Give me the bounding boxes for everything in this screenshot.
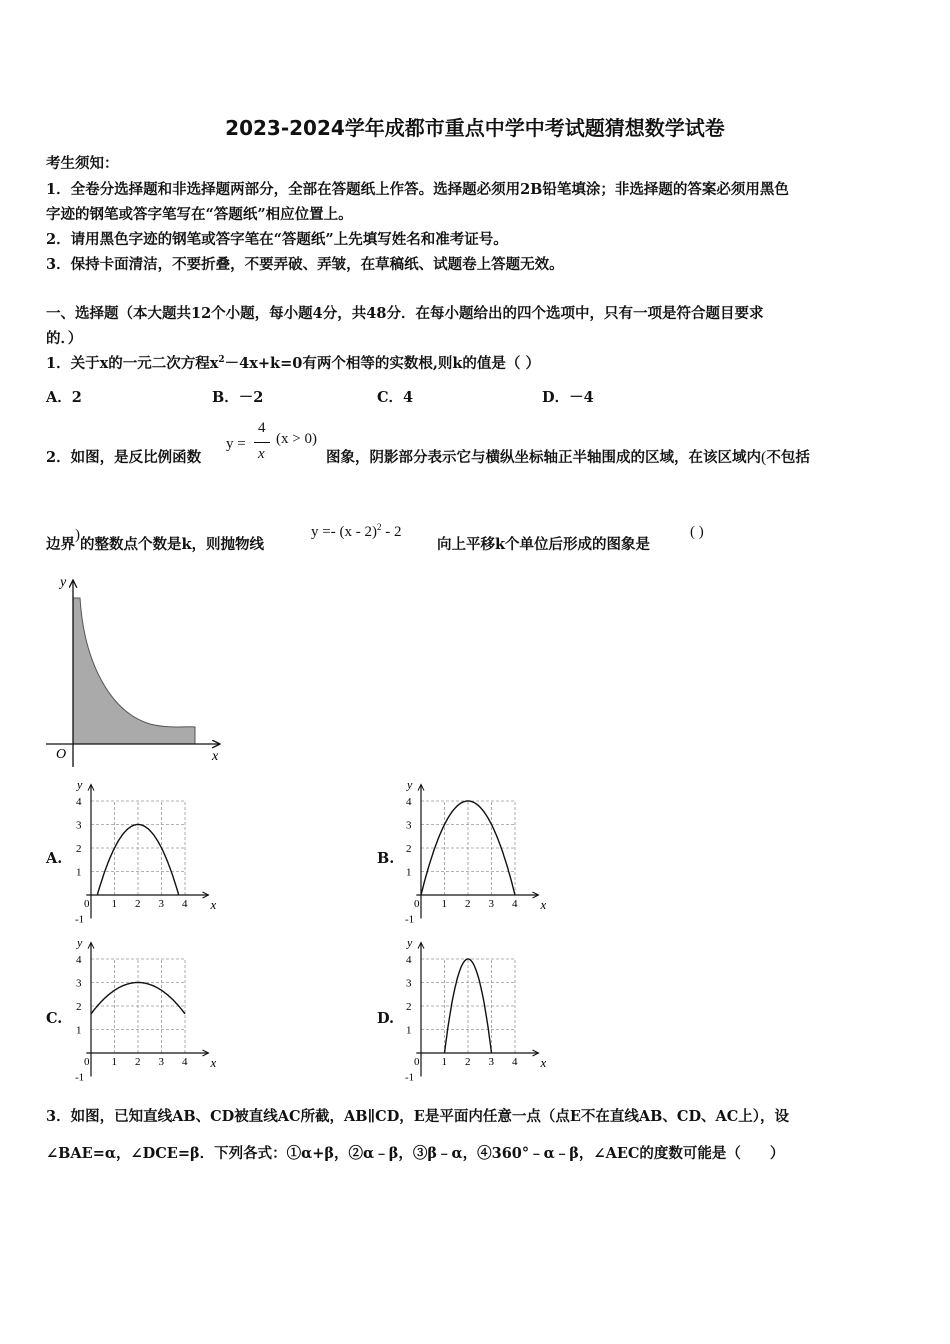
origin-label: 0 [414,1056,420,1068]
x-axis-label: x [540,1055,546,1070]
x-tick-label: 4 [182,898,188,910]
y-tick-label: 3 [76,819,82,832]
x-tick-label: 1 [441,898,447,910]
question-2-prefix: 2．如图，是反比例函数 [46,449,202,466]
x-tick-label: 3 [158,1056,164,1068]
x-tick-label: 2 [135,1056,141,1068]
neg-tick-label: -1 [75,913,85,926]
x-axis-label: x [212,749,219,764]
question-2-text-1: 图象，阴影部分表示它与横纵坐标轴正半轴围成的区域，在该区域内(不包括 [326,449,810,466]
x-axis-label: x [540,897,546,912]
y-tick-label: 1 [76,1024,82,1037]
section-heading-line-1: 一、选择题（本大题共12个小题，每小题4分，共48分．在每小题给出的四个选项中，只有一项是符合题目要求 [46,305,764,322]
origin-label: 0 [84,1056,90,1068]
y-tick-label: 1 [406,866,412,879]
neg-tick-label: -1 [405,913,415,926]
question-1-equation: $x^2-4x+k=0$ [209,355,303,372]
question-3-line-2: ∠BAE=α，∠DCE=β．下列各式：①α+β，②α﹣β，③β﹣α，④360°﹣α﹣β，∠AEC的度数可能是（ ） [46,1145,785,1162]
origin-label: 0 [414,898,420,910]
x-tick-label: 1 [441,1056,447,1068]
x-tick-label: 2 [135,898,141,910]
shaded-region [73,598,195,744]
x-tick-label: 3 [158,898,164,910]
question-2-option-c-label[interactable]: C. [46,1010,63,1027]
y-axis-label: y [77,938,83,950]
y-tick-label: 2 [406,843,412,855]
x-tick-label: 4 [512,1056,518,1068]
question-2-text-2: 边界)的整数点个数是k，则抛物线 [46,527,265,553]
y-tick-label: 4 [406,796,412,808]
notice-item-1-line-1: 1．全卷分选择题和非选择题两部分，全部在答题纸上作答。选择题必须用2B铅笔填涂；非选择题的答案必须用黑色 [46,181,789,198]
x-tick-label: 2 [465,1056,471,1068]
y-tick-label: 4 [76,954,82,966]
origin-label: O [56,747,67,762]
y-tick-label: 4 [76,796,82,808]
page-title: 2023-2024学年成都市重点中学中考试题猜想数学试卷 [225,116,725,140]
notice-item-3: 3．保持卡面清洁，不要折叠，不要弄破、弄皱，在草稿纸、试题卷上答题无效。 [46,256,564,273]
option-a-graph[interactable] [66,780,216,930]
question-3-line-1: 3．如图，已知直线AB、CD被直线AC所截，AB∥CD，E是平面内任意一点（点E不在直线AB、CD、AC上），设 [46,1108,790,1125]
question-2-option-d-label[interactable]: D. [377,1010,395,1027]
x-tick-label: 1 [111,898,117,910]
y-tick-label: 3 [76,977,82,990]
question-1-prefix: 1．关于x的一元二次方程 [46,355,210,372]
x-tick-label: 3 [488,898,494,910]
hyperbola-graph [40,572,230,772]
y-axis-label: y [407,780,413,792]
question-1-option-a[interactable]: A．2 [46,389,82,406]
y-tick-label: 3 [406,977,412,990]
y-tick-label: 3 [406,819,412,832]
x-tick-label: 4 [512,898,518,910]
x-tick-label: 1 [111,1056,117,1068]
y-tick-label: 2 [76,1001,82,1013]
neg-tick-label: -1 [405,1071,415,1084]
y-tick-label: 4 [406,954,412,966]
x-axis-label: x [210,1055,216,1070]
question-2-option-a-label[interactable]: A. [46,850,63,867]
question-1-suffix: 有两个相等的实数根,则k的值是（ ） [302,355,540,372]
question-2-option-b-label[interactable]: B. [377,850,395,867]
y-tick-label: 2 [76,843,82,855]
option-b-graph[interactable] [396,780,546,930]
neg-tick-label: -1 [75,1071,85,1084]
y-axis-label: y [407,938,413,950]
x-tick-label: 2 [465,898,471,910]
origin-label: 0 [84,898,90,910]
x-axis-label: x [210,897,216,912]
y-tick-label: 1 [76,866,82,879]
notice-heading: 考生须知： [46,155,119,172]
question-2-parabola: y =- (x - 2)$^2$ - 2 [311,522,402,540]
question-1-option-b[interactable]: B．－2 [212,389,264,406]
question-1-stem [46,352,540,373]
x-tick-label: 3 [488,1056,494,1068]
y-tick-label: 2 [406,1001,412,1013]
option-d-graph[interactable] [396,938,546,1088]
question-1-option-d[interactable]: D．－4 [542,389,594,406]
y-axis-label: y [60,575,67,590]
question-2-text-3: 向上平移k个单位后形成的图象是 [437,536,651,553]
question-2-answer-blank: ( ) [690,524,704,540]
notice-item-2: 2．请用黑色字迹的钢笔或答字笔在“答题纸”上先填写姓名和准考证号。 [46,231,508,248]
y-axis-label: y [77,780,83,792]
x-tick-label: 4 [182,1056,188,1068]
question-1-option-c[interactable]: C．4 [377,389,414,406]
notice-item-1-line-2: 字迹的钢笔或答字笔写在“答题纸”相应位置上。 [46,206,353,223]
section-heading-line-2: 的．） [46,330,83,347]
option-c-graph[interactable] [66,938,216,1088]
y-tick-label: 1 [406,1024,412,1037]
